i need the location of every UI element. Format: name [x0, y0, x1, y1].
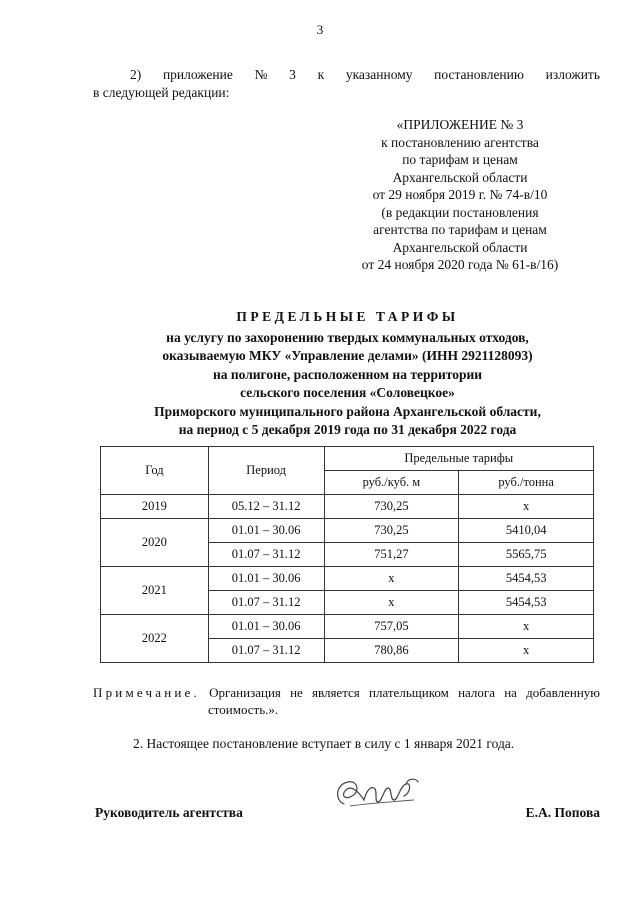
- word: на: [504, 685, 517, 700]
- document-title: [95, 308, 600, 440]
- appendix-line: от 24 ноября 2020 года № 61-в/16): [361, 257, 559, 272]
- appendix-line: Архангельской области: [392, 239, 528, 255]
- word: приложение: [162, 67, 233, 82]
- word: является: [312, 685, 360, 700]
- cell-period: 01.07 – 31.12: [208, 639, 324, 663]
- header-tariffs: Предельные тарифы: [324, 447, 593, 471]
- cell-period: 01.01 – 30.06: [208, 567, 324, 591]
- note-line1: [93, 684, 600, 701]
- appendix-line: к постановлению агентства: [381, 134, 539, 150]
- signature: [330, 770, 430, 820]
- cell-per-ton: х: [459, 495, 594, 519]
- cell-per-m3: х: [324, 591, 459, 615]
- cell-year: 2020: [101, 519, 209, 567]
- table-row: [101, 567, 594, 591]
- title-line: на период с 5 декабря 2019 года по 31 декабря 2022 года: [178, 422, 517, 437]
- word: плательщиком: [369, 685, 449, 700]
- header-per-m3: руб./куб. м: [324, 471, 459, 495]
- note-label: Примечание.: [93, 685, 200, 700]
- cell-per-m3: 730,25: [324, 495, 459, 519]
- cell-per-ton: 5454,53: [459, 567, 594, 591]
- cell-per-m3: 751,27: [324, 543, 459, 567]
- word: 2): [130, 67, 142, 82]
- cell-per-ton: 5565,75: [459, 543, 594, 567]
- word: №: [254, 67, 268, 82]
- title-line: на услугу по захоронению твердых коммунальных отходов,: [166, 329, 529, 345]
- appendix-line: Архангельской области: [392, 169, 528, 185]
- cell-year: 2021: [101, 567, 209, 615]
- cell-per-ton: х: [459, 615, 594, 639]
- word: указанному: [345, 67, 413, 82]
- appendix-line: «ПРИЛОЖЕНИЕ № 3: [396, 117, 524, 132]
- amendment-paragraph: [93, 66, 600, 102]
- amendment-paragraph-line1: [93, 66, 600, 84]
- word: налога: [458, 685, 495, 700]
- word: постановлению: [434, 67, 524, 82]
- director-name: Е.А. Попова: [525, 805, 600, 820]
- title-line: сельского поселения «Соловецкое»: [240, 385, 455, 400]
- cell-per-ton: 5454,53: [459, 591, 594, 615]
- table-row: [101, 495, 594, 519]
- cell-period: 05.12 – 31.12: [208, 495, 324, 519]
- amendment-paragraph-line2: в следующей редакции:: [93, 85, 230, 100]
- director-title: Руководитель агентства: [95, 805, 243, 820]
- word: добавленную: [526, 685, 600, 700]
- word: изложить: [545, 67, 600, 82]
- header-per-ton: руб./тонна: [459, 471, 594, 495]
- appendix-line: (в редакции постановления: [381, 204, 539, 220]
- cell-per-m3: х: [324, 567, 459, 591]
- appendix-header: [330, 116, 590, 274]
- cell-per-m3: 757,05: [324, 615, 459, 639]
- cell-per-m3: 780,86: [324, 639, 459, 663]
- title-line: Приморского муниципального района Архангельской области,: [154, 403, 541, 419]
- word: не: [290, 685, 303, 700]
- header-period: Период: [208, 447, 324, 495]
- appendix-line: от 29 ноября 2019 г. № 74-в/10: [372, 187, 548, 202]
- table-row: [101, 615, 594, 639]
- appendix-line: по тарифам и ценам: [402, 152, 518, 167]
- cell-per-m3: 730,25: [324, 519, 459, 543]
- cell-period: 01.07 – 31.12: [208, 543, 324, 567]
- word: 3: [289, 67, 296, 82]
- title-line: оказываемую МКУ «Управление делами» (ИНН 2921128093): [162, 348, 533, 363]
- cell-period: 01.01 – 30.06: [208, 519, 324, 543]
- note: [93, 684, 600, 718]
- page-number: 3: [316, 22, 324, 37]
- cell-per-ton: 5410,04: [459, 519, 594, 543]
- word: к: [317, 67, 325, 82]
- table-row: [101, 519, 594, 543]
- cell-period: 01.01 – 30.06: [208, 615, 324, 639]
- effective-date-paragraph: 2. Настоящее постановление вступает в силу с 1 января 2021 года.: [133, 736, 515, 751]
- title-line: на полигоне, расположенном на территории: [212, 366, 483, 382]
- cell-per-ton: х: [459, 639, 594, 663]
- cell-year: 2022: [101, 615, 209, 663]
- word: Организация: [209, 685, 281, 700]
- cell-year: 2019: [101, 495, 209, 519]
- title-main: ПРЕДЕЛЬНЫЕ ТАРИФЫ: [236, 309, 459, 324]
- note-line2: стоимость.».: [208, 702, 279, 717]
- cell-period: 01.07 – 31.12: [208, 591, 324, 615]
- tariffs-table: [100, 446, 594, 663]
- header-year: Год: [101, 447, 209, 495]
- appendix-line: агентства по тарифам и ценам: [373, 222, 547, 237]
